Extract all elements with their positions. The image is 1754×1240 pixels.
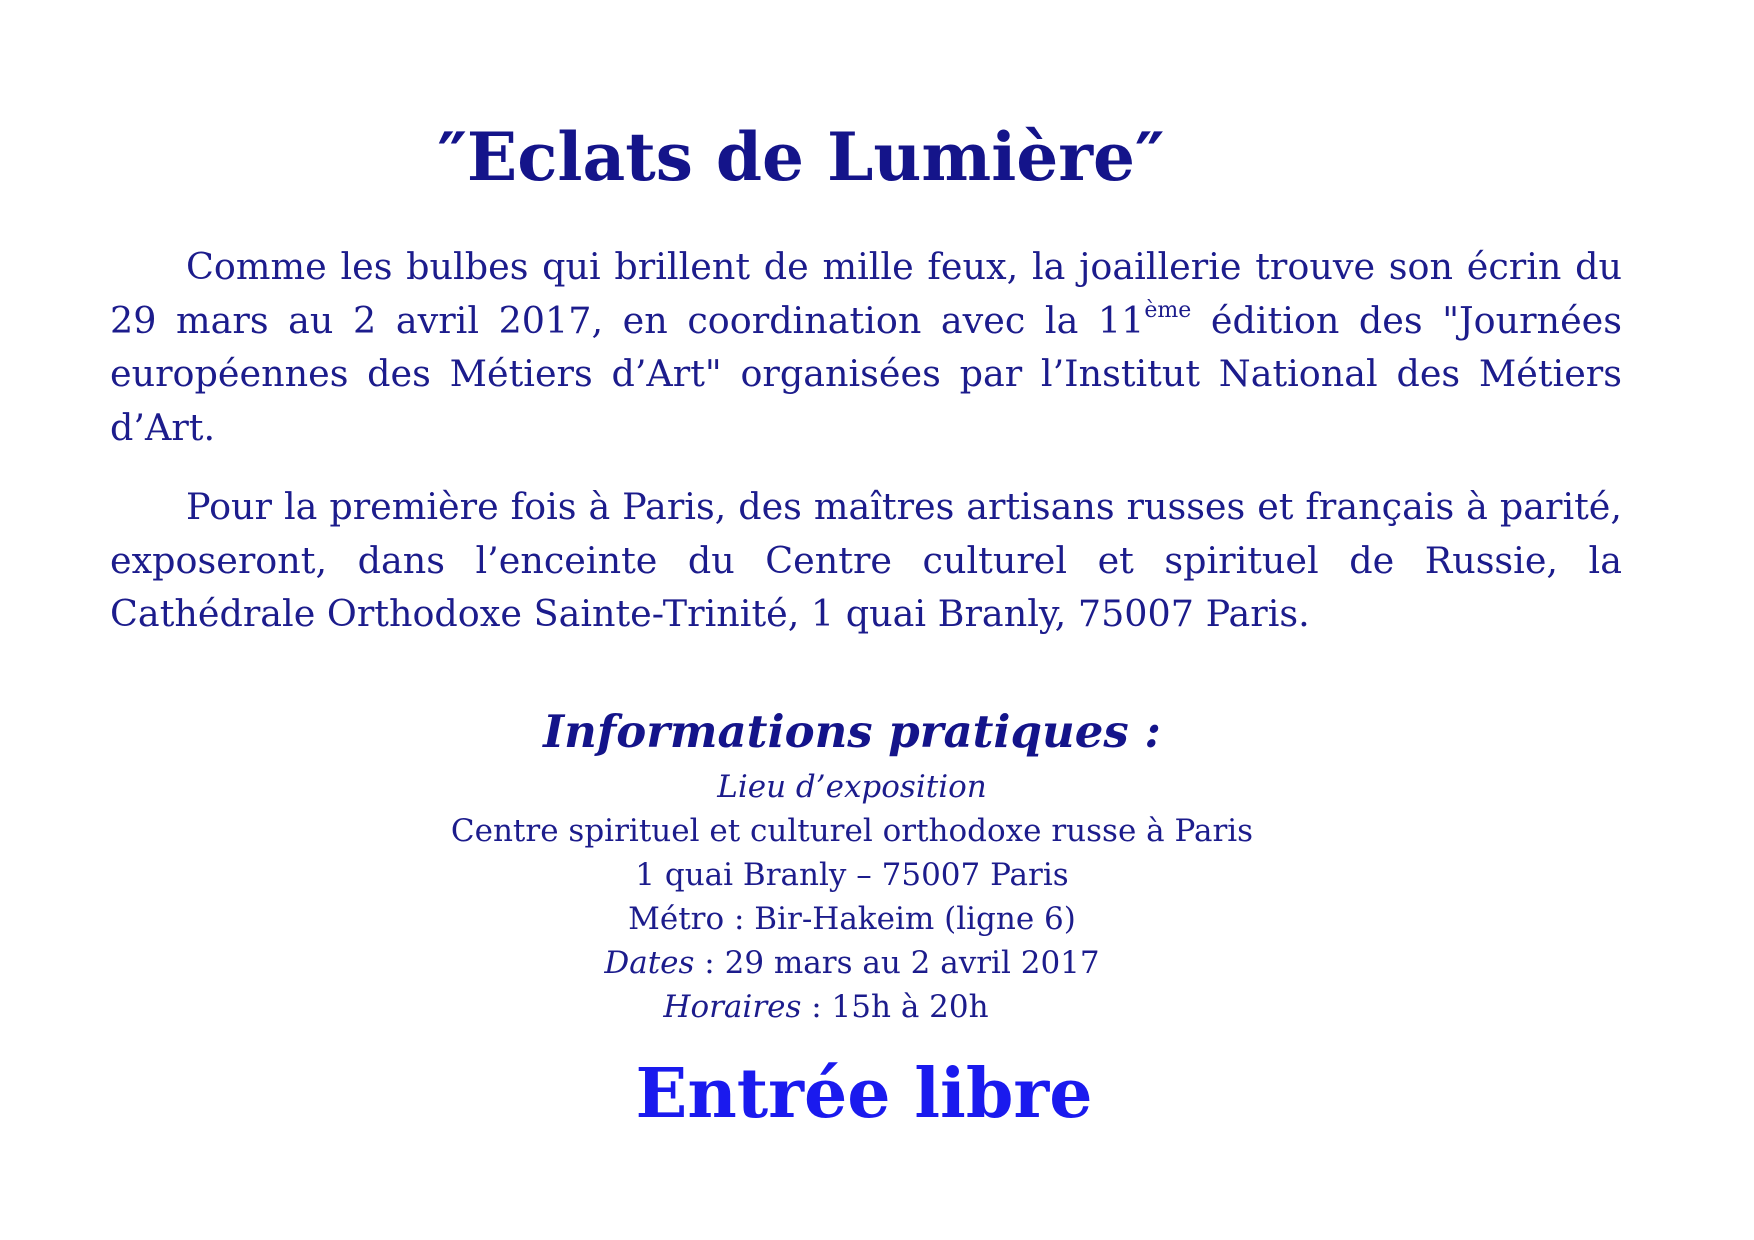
dates-label: Dates bbox=[604, 945, 695, 981]
intro-text-part1: Comme les bulbes qui brillent de mille feux, la joaillerie trouve son écrin du 29 mars au 2 avril 2017, en coordination avec la 11 bbox=[110, 245, 1622, 342]
venue-name: Centre spirituel et culturel orthodoxe russe à Paris bbox=[450, 813, 1254, 849]
practical-info bbox=[0, 765, 1704, 1029]
document-title: ″Eclats de Lumière″ bbox=[437, 118, 1165, 196]
hours-line bbox=[0, 985, 1678, 1029]
free-entry-banner: Entrée libre bbox=[635, 1054, 1093, 1134]
intro-paragraph bbox=[110, 240, 1622, 454]
metro-info: Métro : Bir-Hakeim (ligne 6) bbox=[628, 901, 1076, 937]
dates-line bbox=[0, 941, 1704, 985]
dates-value: : 29 mars au 2 avril 2017 bbox=[694, 945, 1100, 981]
venue-label: Lieu d’exposition bbox=[717, 769, 987, 805]
intro-text-part2: édition des "Journées européennes des Métiers d’Art" organisées par l’Institut National des Métiers d’Art. bbox=[110, 298, 1623, 449]
hours-label: Horaires bbox=[663, 989, 802, 1025]
exhibition-paragraph: Pour la première fois à Paris, des maîtres artisans russes et français à parité, exposeront, dans l’enceinte du Centre culturel et spirituel de Russie, la Cathédrale Orthodoxe Sainte-Trinité, 1 quai Branly, 75007 Paris. bbox=[110, 485, 1622, 635]
ordinal-superscript: ème bbox=[1144, 297, 1192, 323]
hours-value: : 15h à 20h bbox=[801, 989, 989, 1025]
venue-address: 1 quai Branly – 75007 Paris bbox=[635, 857, 1069, 893]
info-heading: Informations pratiques : bbox=[543, 705, 1161, 758]
